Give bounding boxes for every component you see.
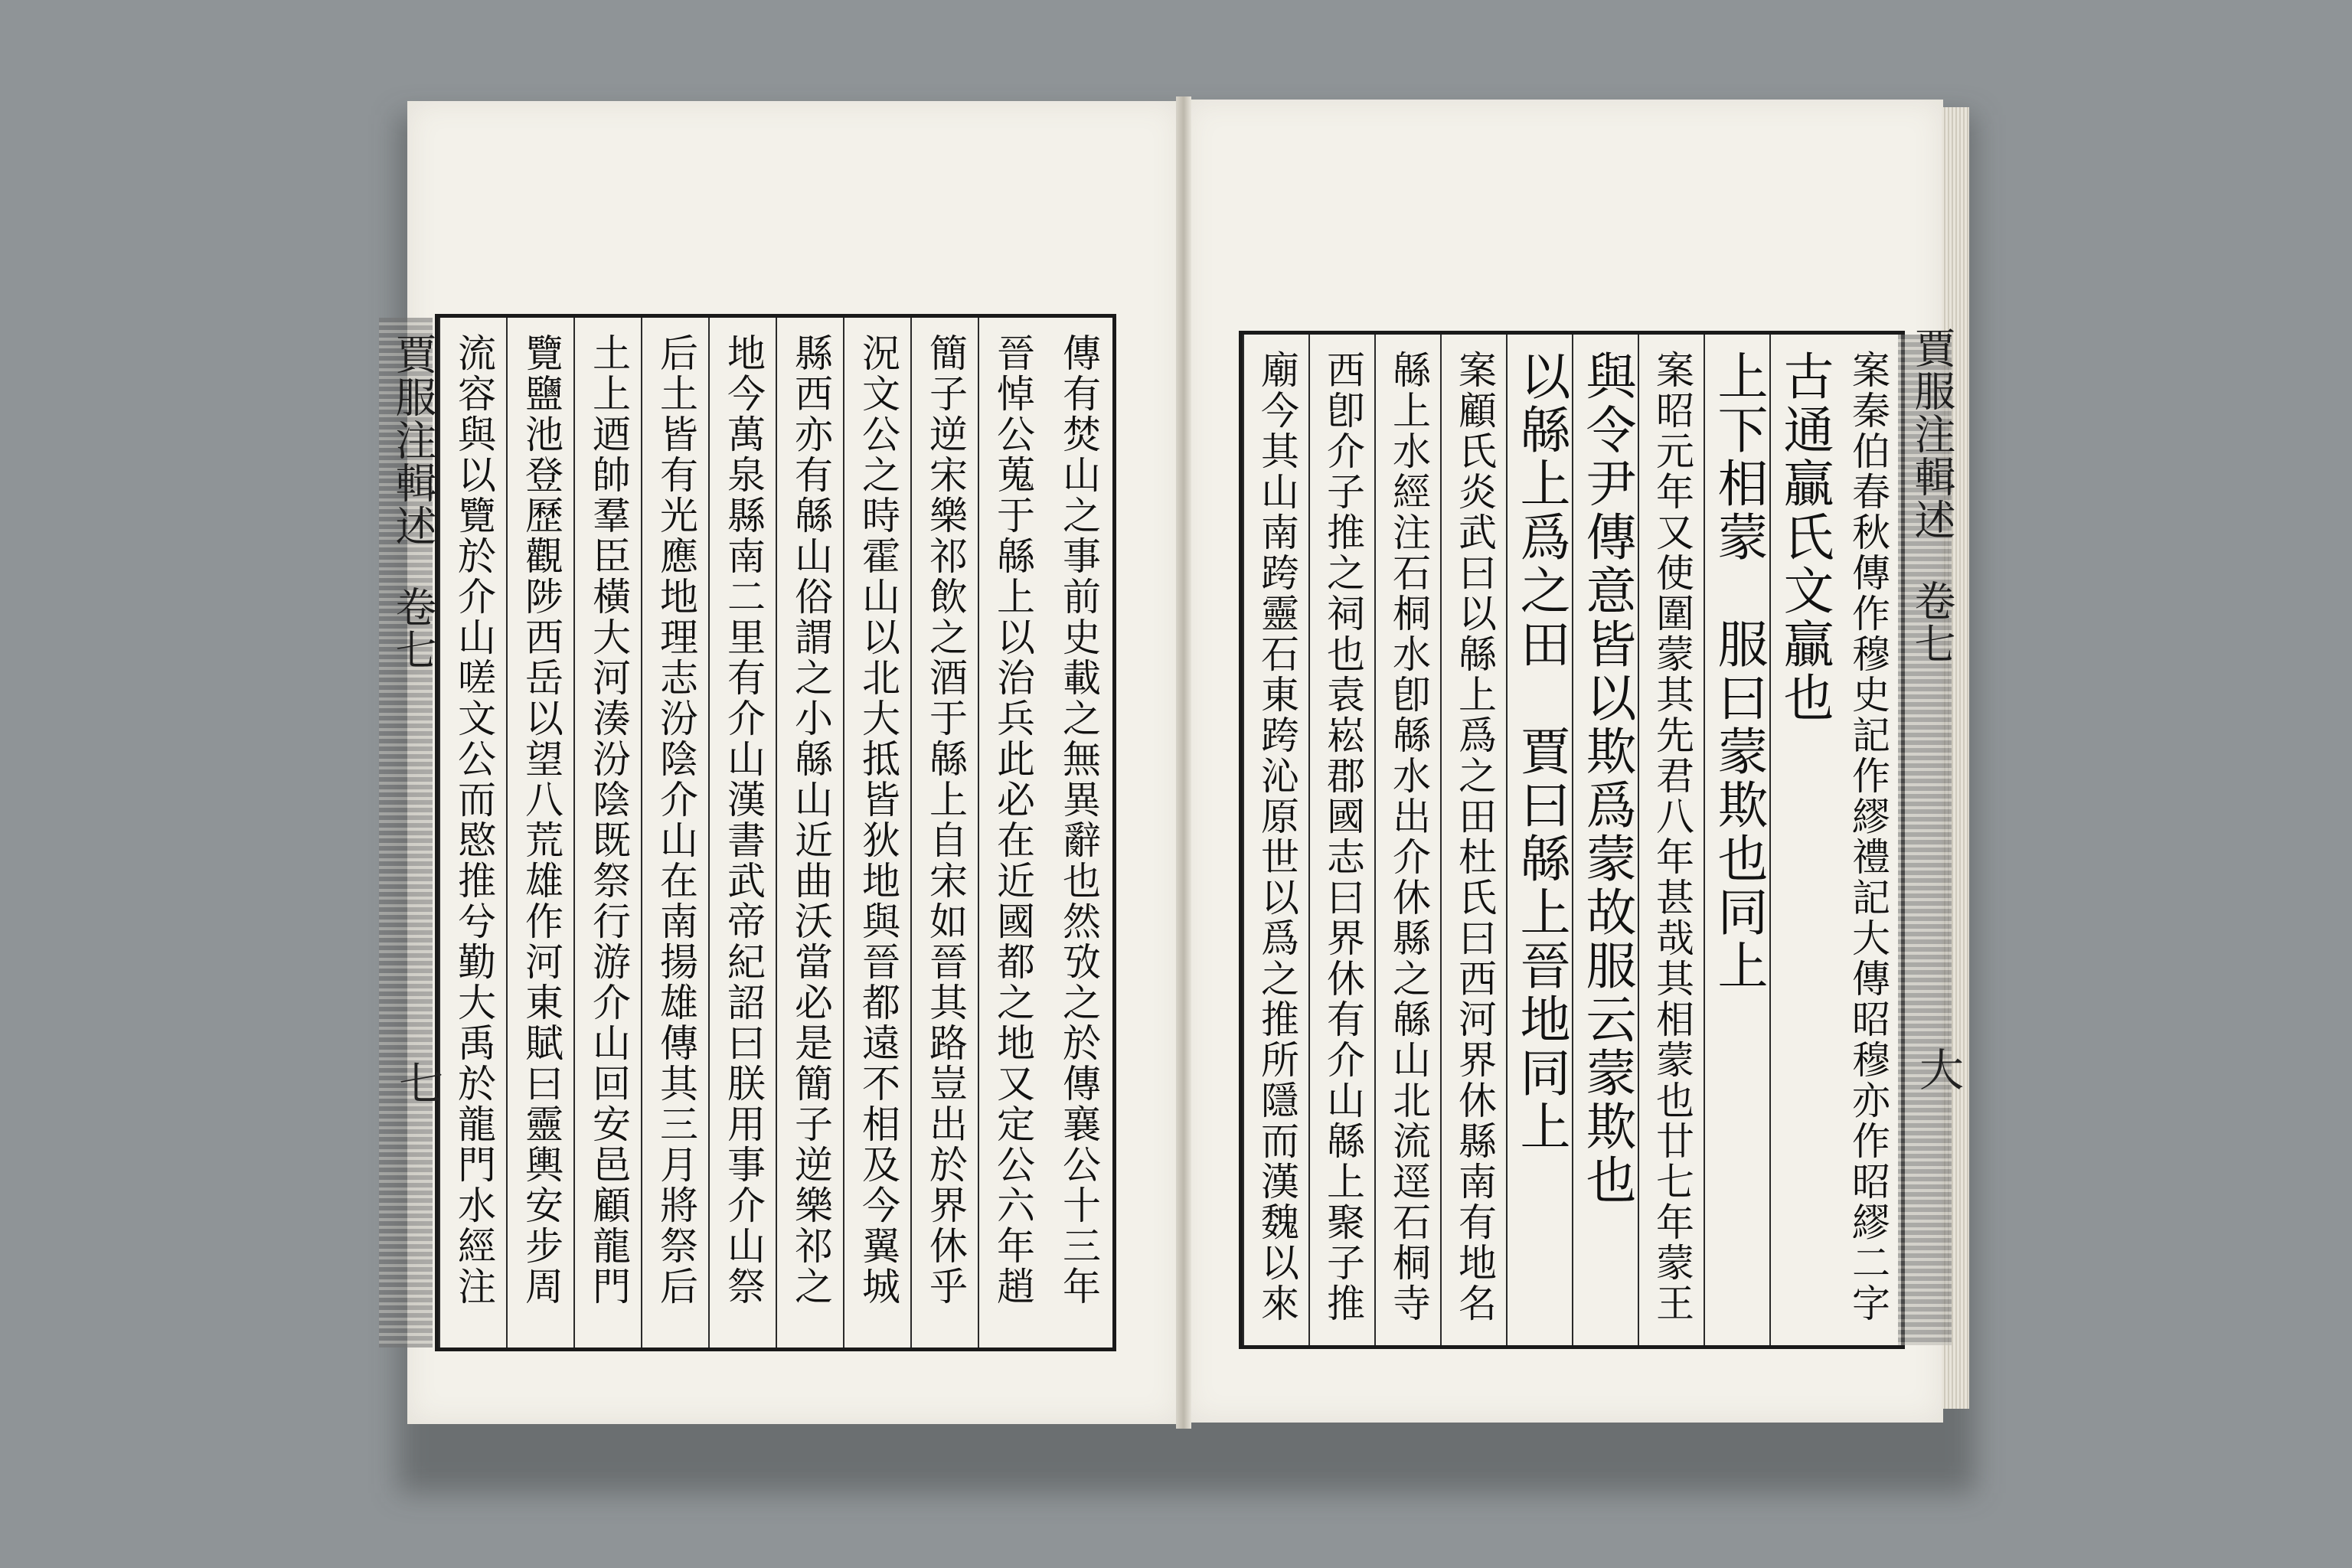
left-gutter-title: 賈服注輯述 — [389, 333, 437, 547]
text-column — [843, 318, 910, 1348]
text-column — [1440, 335, 1506, 1345]
text-column — [910, 318, 978, 1348]
right-gutter-title: 賈服注輯述 — [1908, 327, 1956, 541]
text-column — [1308, 335, 1374, 1345]
text-column — [506, 318, 573, 1348]
text-column — [708, 318, 776, 1348]
column-text: 晉悼公蒐于緜上以治兵此必在近國都之地又定公六年趙 — [991, 333, 1035, 1307]
column-text: 緜上水經注石桐水卽緜水出介休縣之緜山北流逕石桐寺 — [1387, 350, 1431, 1324]
left-folio: 七 — [391, 1060, 443, 1105]
column-text: 廟今其山南跨靈石東跨沁原世以爲之推所隱而漢魏以來 — [1255, 350, 1299, 1324]
column-text: 覽鹽池登歷觀陟西岳以望八荒雄作河東賦曰靈輿安步周 — [519, 333, 564, 1307]
left-gutter-volume: 卷七 — [389, 586, 437, 671]
column-text: 以緜上爲之田 賈曰緜上晉地同上 — [1511, 350, 1570, 1154]
text-column — [1506, 335, 1572, 1345]
right-folio: 大 — [1912, 1047, 1964, 1091]
column-text: 土上迺帥羣臣橫大河湊汾陰既祭行游介山回安邑顧龍門 — [586, 333, 631, 1307]
text-column — [573, 318, 641, 1348]
text-column — [1374, 335, 1440, 1345]
text-column — [1835, 335, 1901, 1345]
right-gutter-volume: 卷七 — [1908, 580, 1956, 665]
column-text: 上下相蒙 服曰蒙欺也同上 — [1709, 350, 1768, 993]
text-column — [1572, 335, 1638, 1345]
column-text: 與令尹傳意皆以欺爲蒙故服云蒙欺也 — [1577, 350, 1636, 1207]
text-column — [439, 318, 506, 1348]
column-text: 后土皆有光應地理志汾陰介山在南揚雄傳其三月將祭后 — [654, 333, 698, 1307]
column-text: 況文公之時霍山以北大抵皆狄地與晉都遠不相及今翼城 — [856, 333, 900, 1307]
column-text: 流容與以覽於介山嗟文公而愍推兮勤大禹於龍門水經注 — [452, 333, 496, 1307]
column-text: 古通贏氏文贏也 — [1775, 350, 1834, 725]
column-text: 縣西亦有緜山俗謂之小緜山近曲沃當必是簡子逆樂祁之 — [789, 333, 833, 1307]
column-text: 傳有焚山之事前史載之無異辭也然攷之於傳襄公十三年 — [1057, 333, 1101, 1307]
text-column — [1045, 318, 1112, 1348]
text-column — [978, 318, 1045, 1348]
right-text-frame — [1239, 327, 1964, 1349]
text-column — [641, 318, 708, 1348]
column-text: 西卽介子推之祠也袁崧郡國志曰界休有介山緜上聚子推 — [1321, 350, 1365, 1324]
text-column — [1638, 335, 1704, 1345]
column-text: 案顧氏炎武曰以緜上爲之田杜氏曰西河界休縣南有地名 — [1452, 350, 1497, 1324]
column-text: 簡子逆宋樂祁飲之酒于緜上自宋如晉其路豈出於界休乎 — [923, 333, 968, 1307]
left-text-frame — [389, 314, 1116, 1351]
text-column — [776, 318, 843, 1348]
book-spine — [1176, 96, 1191, 1429]
text-column — [1704, 335, 1769, 1345]
text-column — [1769, 335, 1835, 1345]
column-text: 地今萬泉縣南二里有介山漢書武帝紀詔曰朕用事介山祭 — [721, 333, 766, 1307]
column-text: 案秦伯春秋傳作穆史記作繆禮記大傳昭穆亦作昭繆二字 — [1846, 350, 1890, 1324]
text-column — [1243, 335, 1308, 1345]
column-text: 案昭元年又使圍蒙其先君八年甚哉其相蒙也廿七年蒙王 — [1650, 350, 1694, 1324]
